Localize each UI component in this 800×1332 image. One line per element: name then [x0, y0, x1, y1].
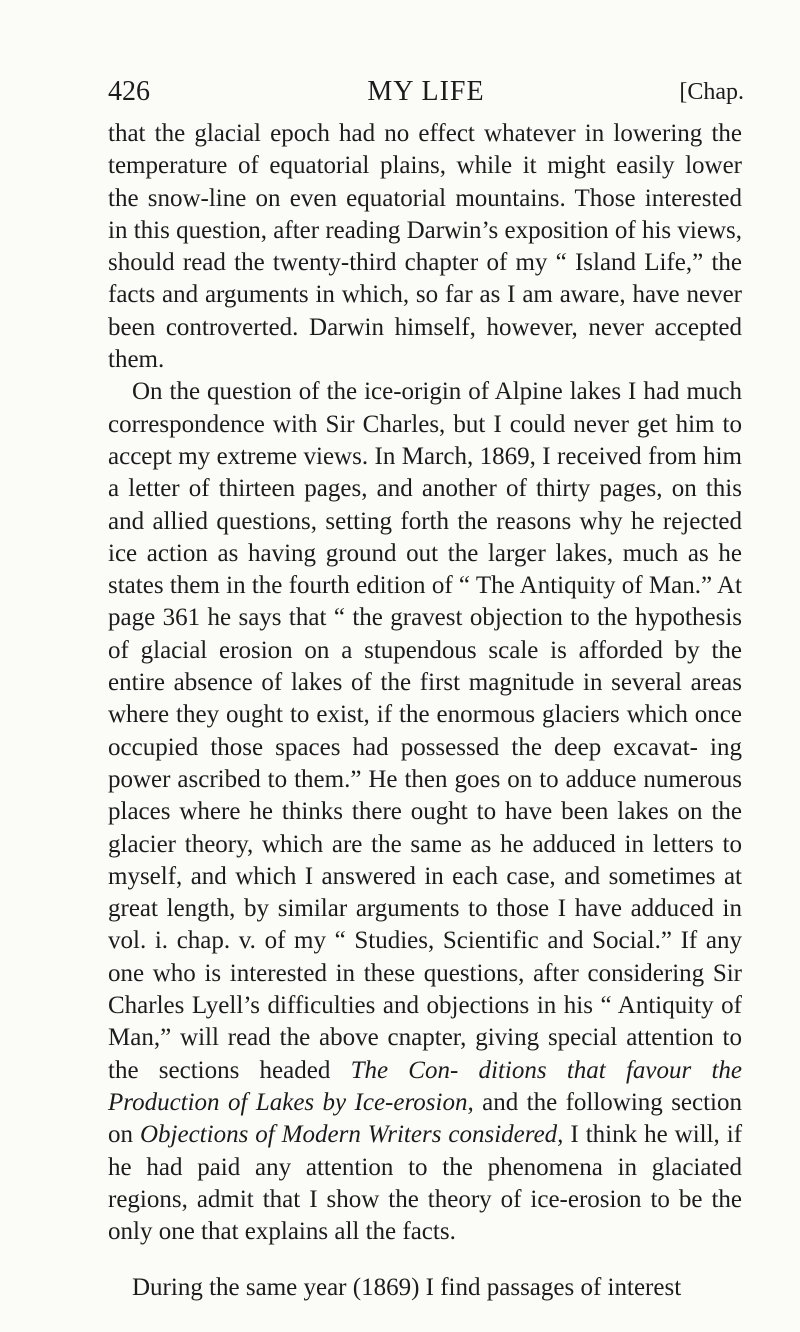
- paragraph-text: I think he will, if he had paid any attention to the phenomena in glaciated regions, admit that I show the theory of ice-erosion to be the only one that explains all the facts.: [108, 1121, 743, 1246]
- paragraph-text: and the following section on: [108, 1088, 743, 1149]
- paragraph-continuation: that the glacial epoch had no effect whatever in lowering the temperature of equatorial plains, while it might easily lower the snow-line on even equatorial mountains. Those interested in this question, after reading Darwin’s exposition of his views, should read the twenty-third chapter of my “ Island Life,” the facts and arguments in which, so far as I am aware, have never been controverted. Darwin himself, however, never accepted them.: [108, 120, 742, 374]
- running-title: MY LIFE: [367, 76, 485, 107]
- running-header: [108, 74, 744, 110]
- paragraph-alpine-lakes: [108, 376, 742, 1248]
- chapter-label: [Chap.: [679, 79, 744, 105]
- paragraph-next: During the same year (1869) I find passages of interest: [132, 1274, 682, 1302]
- paragraph-text: On the question of the ice-origin of Alpine lakes I had much correspondence with Sir Charles, but I could never get him to accept my extreme views. In March, 1869, I received from him a letter of thirteen pages, and another of thirty pages, on this and allied questions, setting forth the reasons why he rejected ice action as having ground out the larger lakes, much as he states them in the fourth edition of “ The Antiquity of Man.” At page 361 he says that “ the gravest objection to the hypothesis of glacial erosion on a stupendous scale is afforded by the entire absence of lakes of the first magnitude in several areas where they ought to exist, if the enormous glaciers which once occupied those spaces had possessed the deep excavat- ing power ascribed to them.” He then goes on to adduce numerous places where he thinks there ought to have been lakes on the glacier theory, which are the same as he adduced in letters to myself, and which I answered in each case, and sometimes at great length, by similar arguments to those I have adduced in vol. i. chap. v. of my “ Studies, Scientific and Social.” If any one who is interested in these questions, after considering Sir Charles Lyell’s difficulties and objections in his “ Antiquity of Man,” will read the above cnapter, giving special attention to the sections headed: [108, 378, 742, 1084]
- page-number: 426: [108, 76, 150, 107]
- italic-section-title: The Con- ditions that favour the Production of Lakes by Ice-erosion,: [108, 1056, 743, 1116]
- page-body: [108, 118, 742, 1305]
- italic-section-title: Objections of Modern Writers considered,: [139, 1121, 564, 1149]
